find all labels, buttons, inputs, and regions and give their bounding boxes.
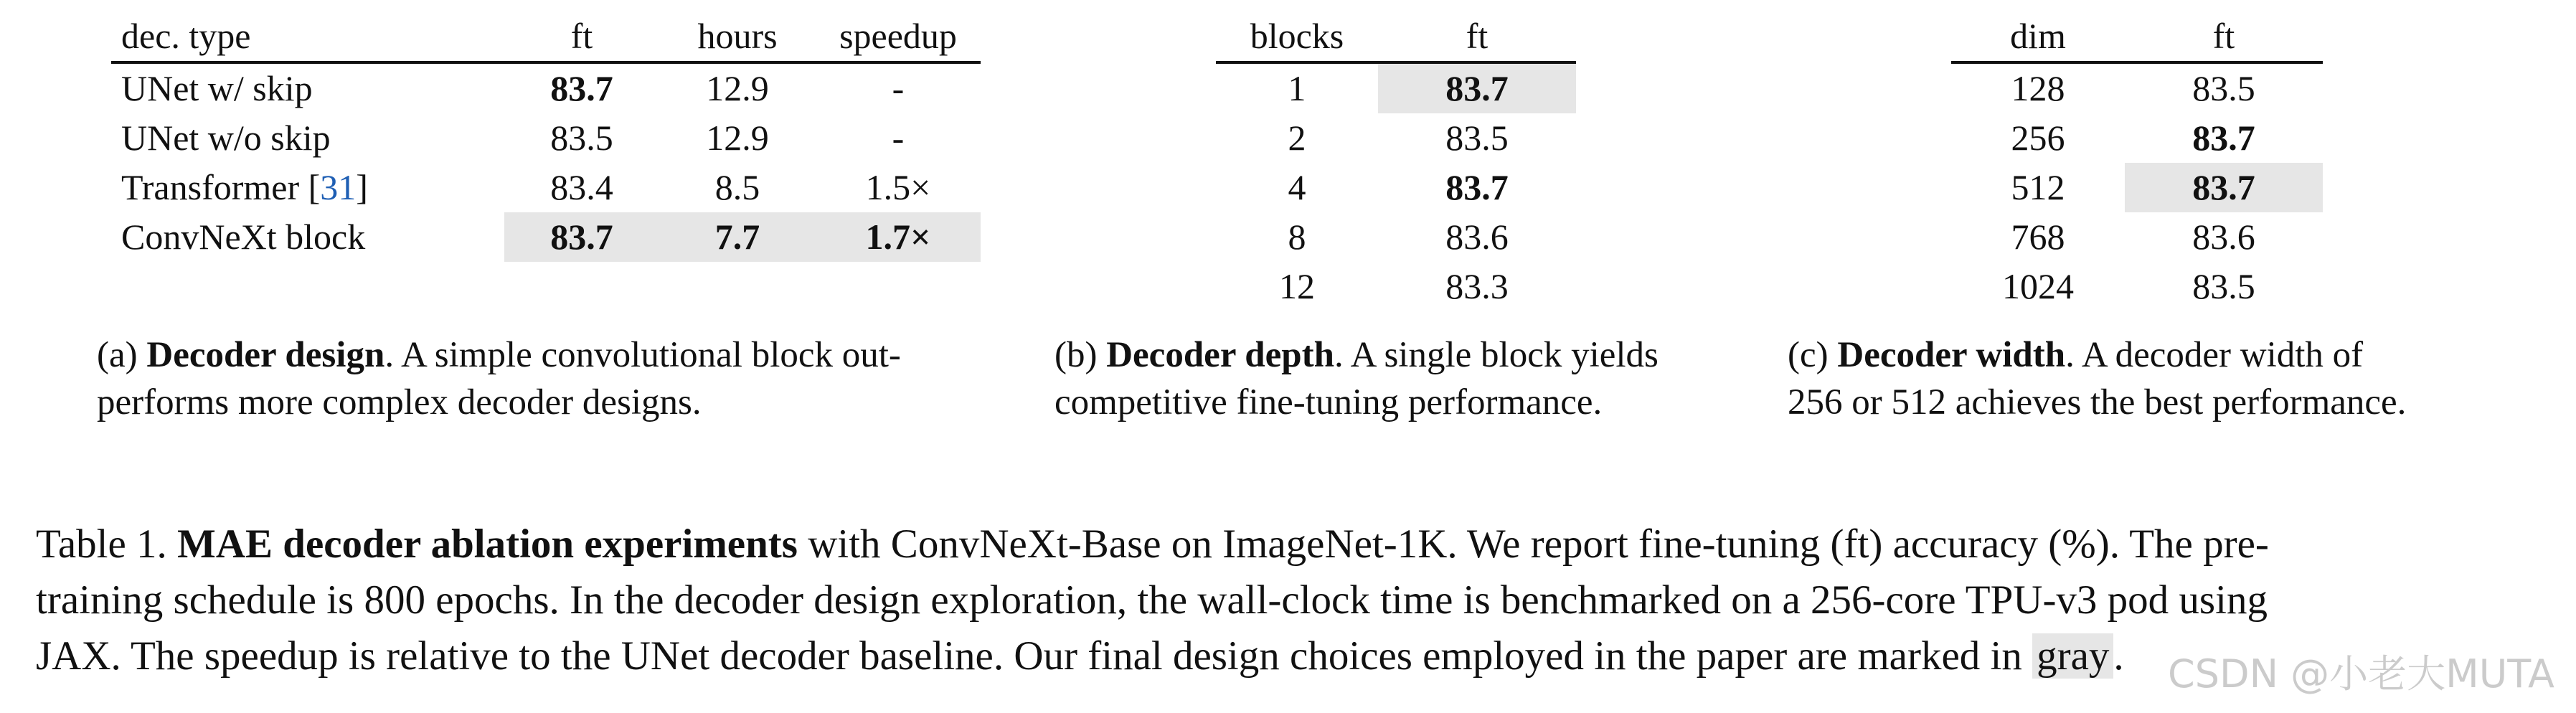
ft-cell: 83.7 xyxy=(550,68,613,108)
dec-type-cell xyxy=(111,163,504,212)
hours-cell: 12.9 xyxy=(706,68,769,108)
caption-a-line-1: (a) Decoder design. A simple convolutional block out- xyxy=(97,335,901,375)
caption-a-line-2: performs more complex decoder designs. xyxy=(97,382,702,422)
header-ft: ft xyxy=(1378,11,1576,62)
caption-a-title: Decoder design xyxy=(146,335,385,375)
dim-cell: 128 xyxy=(2011,68,2065,108)
table-row xyxy=(1951,62,2323,113)
gray-highlight-word: gray xyxy=(2032,633,2113,679)
dim-cell: 512 xyxy=(2011,167,2065,207)
caption-c-line-2: 256 or 512 achieves the best performance. xyxy=(1788,382,2407,422)
dec-type-cell: UNet w/o skip xyxy=(121,118,331,158)
blocks-cell: 1 xyxy=(1288,68,1306,108)
dec-type-cell: ConvNeXt block xyxy=(121,217,366,257)
hours-cell: 8.5 xyxy=(714,167,760,207)
table-row xyxy=(1951,163,2323,212)
dec-type-suffix: ] xyxy=(356,167,368,207)
header-speedup: speedup xyxy=(816,11,981,62)
caption-b-line-2: competitive fine-tuning performance. xyxy=(1055,382,1603,422)
header-ft: ft xyxy=(504,11,659,62)
caption-a xyxy=(97,331,1022,426)
ft-cell: 83.3 xyxy=(1445,266,1509,306)
header-hours: hours xyxy=(659,11,816,62)
speedup-cell: - xyxy=(892,118,905,158)
ft-cell: 83.7 xyxy=(2192,118,2255,158)
table-label: Table 1. xyxy=(36,521,167,567)
table-row xyxy=(1216,262,1576,311)
ft-cell: 83.5 xyxy=(2192,68,2255,108)
watermark: CSDN @小老大MUTA xyxy=(2168,651,2554,697)
header-blocks: blocks xyxy=(1216,11,1378,62)
ft-cell-highlighted: 83.7 xyxy=(2125,163,2323,212)
ft-cell: 83.5 xyxy=(550,118,613,158)
caption-c xyxy=(1788,331,2548,426)
blocks-cell: 8 xyxy=(1288,217,1306,257)
hours-cell: 12.9 xyxy=(706,118,769,158)
header-dim: dim xyxy=(1951,11,2125,62)
citation-link[interactable]: 31 xyxy=(320,167,357,207)
table-row xyxy=(1951,262,2323,311)
ft-cell: 83.7 xyxy=(1445,167,1509,207)
ft-cell: 83.6 xyxy=(1445,217,1509,257)
speedup-cell-highlighted: 1.7× xyxy=(816,212,981,262)
blocks-cell: 12 xyxy=(1279,266,1315,306)
main-caption-title: MAE decoder ablation experiments xyxy=(177,521,798,567)
dim-cell: 256 xyxy=(2011,118,2065,158)
caption-c-title: Decoder width xyxy=(1837,335,2066,375)
blocks-cell: 4 xyxy=(1288,167,1306,207)
ft-cell: 83.5 xyxy=(2192,266,2255,306)
speedup-cell: - xyxy=(892,68,905,108)
table-row xyxy=(111,113,981,163)
dec-type-cell: UNet w/ skip xyxy=(121,68,313,108)
table-row xyxy=(111,212,981,262)
caption-b-line-1: (b) Decoder depth. A single block yields xyxy=(1055,335,1659,375)
blocks-cell: 2 xyxy=(1288,118,1306,158)
ft-cell: 83.5 xyxy=(1445,118,1509,158)
dim-cell: 768 xyxy=(2011,217,2065,257)
table-row xyxy=(111,163,981,212)
ft-cell-highlighted: 83.7 xyxy=(504,212,659,262)
ft-cell-highlighted: 83.7 xyxy=(1378,62,1576,113)
table-row xyxy=(1951,113,2323,163)
table-row xyxy=(1216,212,1576,262)
ft-cell: 83.6 xyxy=(2192,217,2255,257)
table-row xyxy=(1951,212,2323,262)
table-row xyxy=(111,62,981,113)
dim-cell: 1024 xyxy=(2002,266,2074,306)
hours-cell-highlighted: 7.7 xyxy=(659,212,816,262)
ft-cell: 83.4 xyxy=(550,167,613,207)
header-dec-type: dec. type xyxy=(111,11,504,62)
table-c xyxy=(1951,11,2323,311)
main-caption-line-3: JAX. The speedup is relative to the UNet decoder baseline. Our final design choices employed in the paper are marked in gray . xyxy=(36,633,2124,679)
table-a xyxy=(111,11,981,262)
table-row xyxy=(1216,113,1576,163)
table-row xyxy=(1216,163,1576,212)
caption-b xyxy=(1055,331,1765,426)
table-row xyxy=(1216,62,1576,113)
dec-type-prefix: Transformer [ xyxy=(121,167,321,207)
caption-c-line-1: (c) Decoder width. A decoder width of xyxy=(1788,335,2364,375)
main-caption-line-2: training schedule is 800 epochs. In the decoder design exploration, the wall-clock time is benchmarked on a 256-core TPU-v3 pod using xyxy=(36,577,2268,623)
speedup-cell: 1.5× xyxy=(865,167,931,207)
table-b xyxy=(1216,11,1576,311)
main-caption-line-1: Table 1. MAE decoder ablation experiments with ConvNeXt-Base on ImageNet-1K. We report fine-tuning (ft) accuracy (%). The pre- xyxy=(36,521,2269,567)
header-ft: ft xyxy=(2125,11,2323,62)
caption-b-title: Decoder depth xyxy=(1106,335,1334,375)
